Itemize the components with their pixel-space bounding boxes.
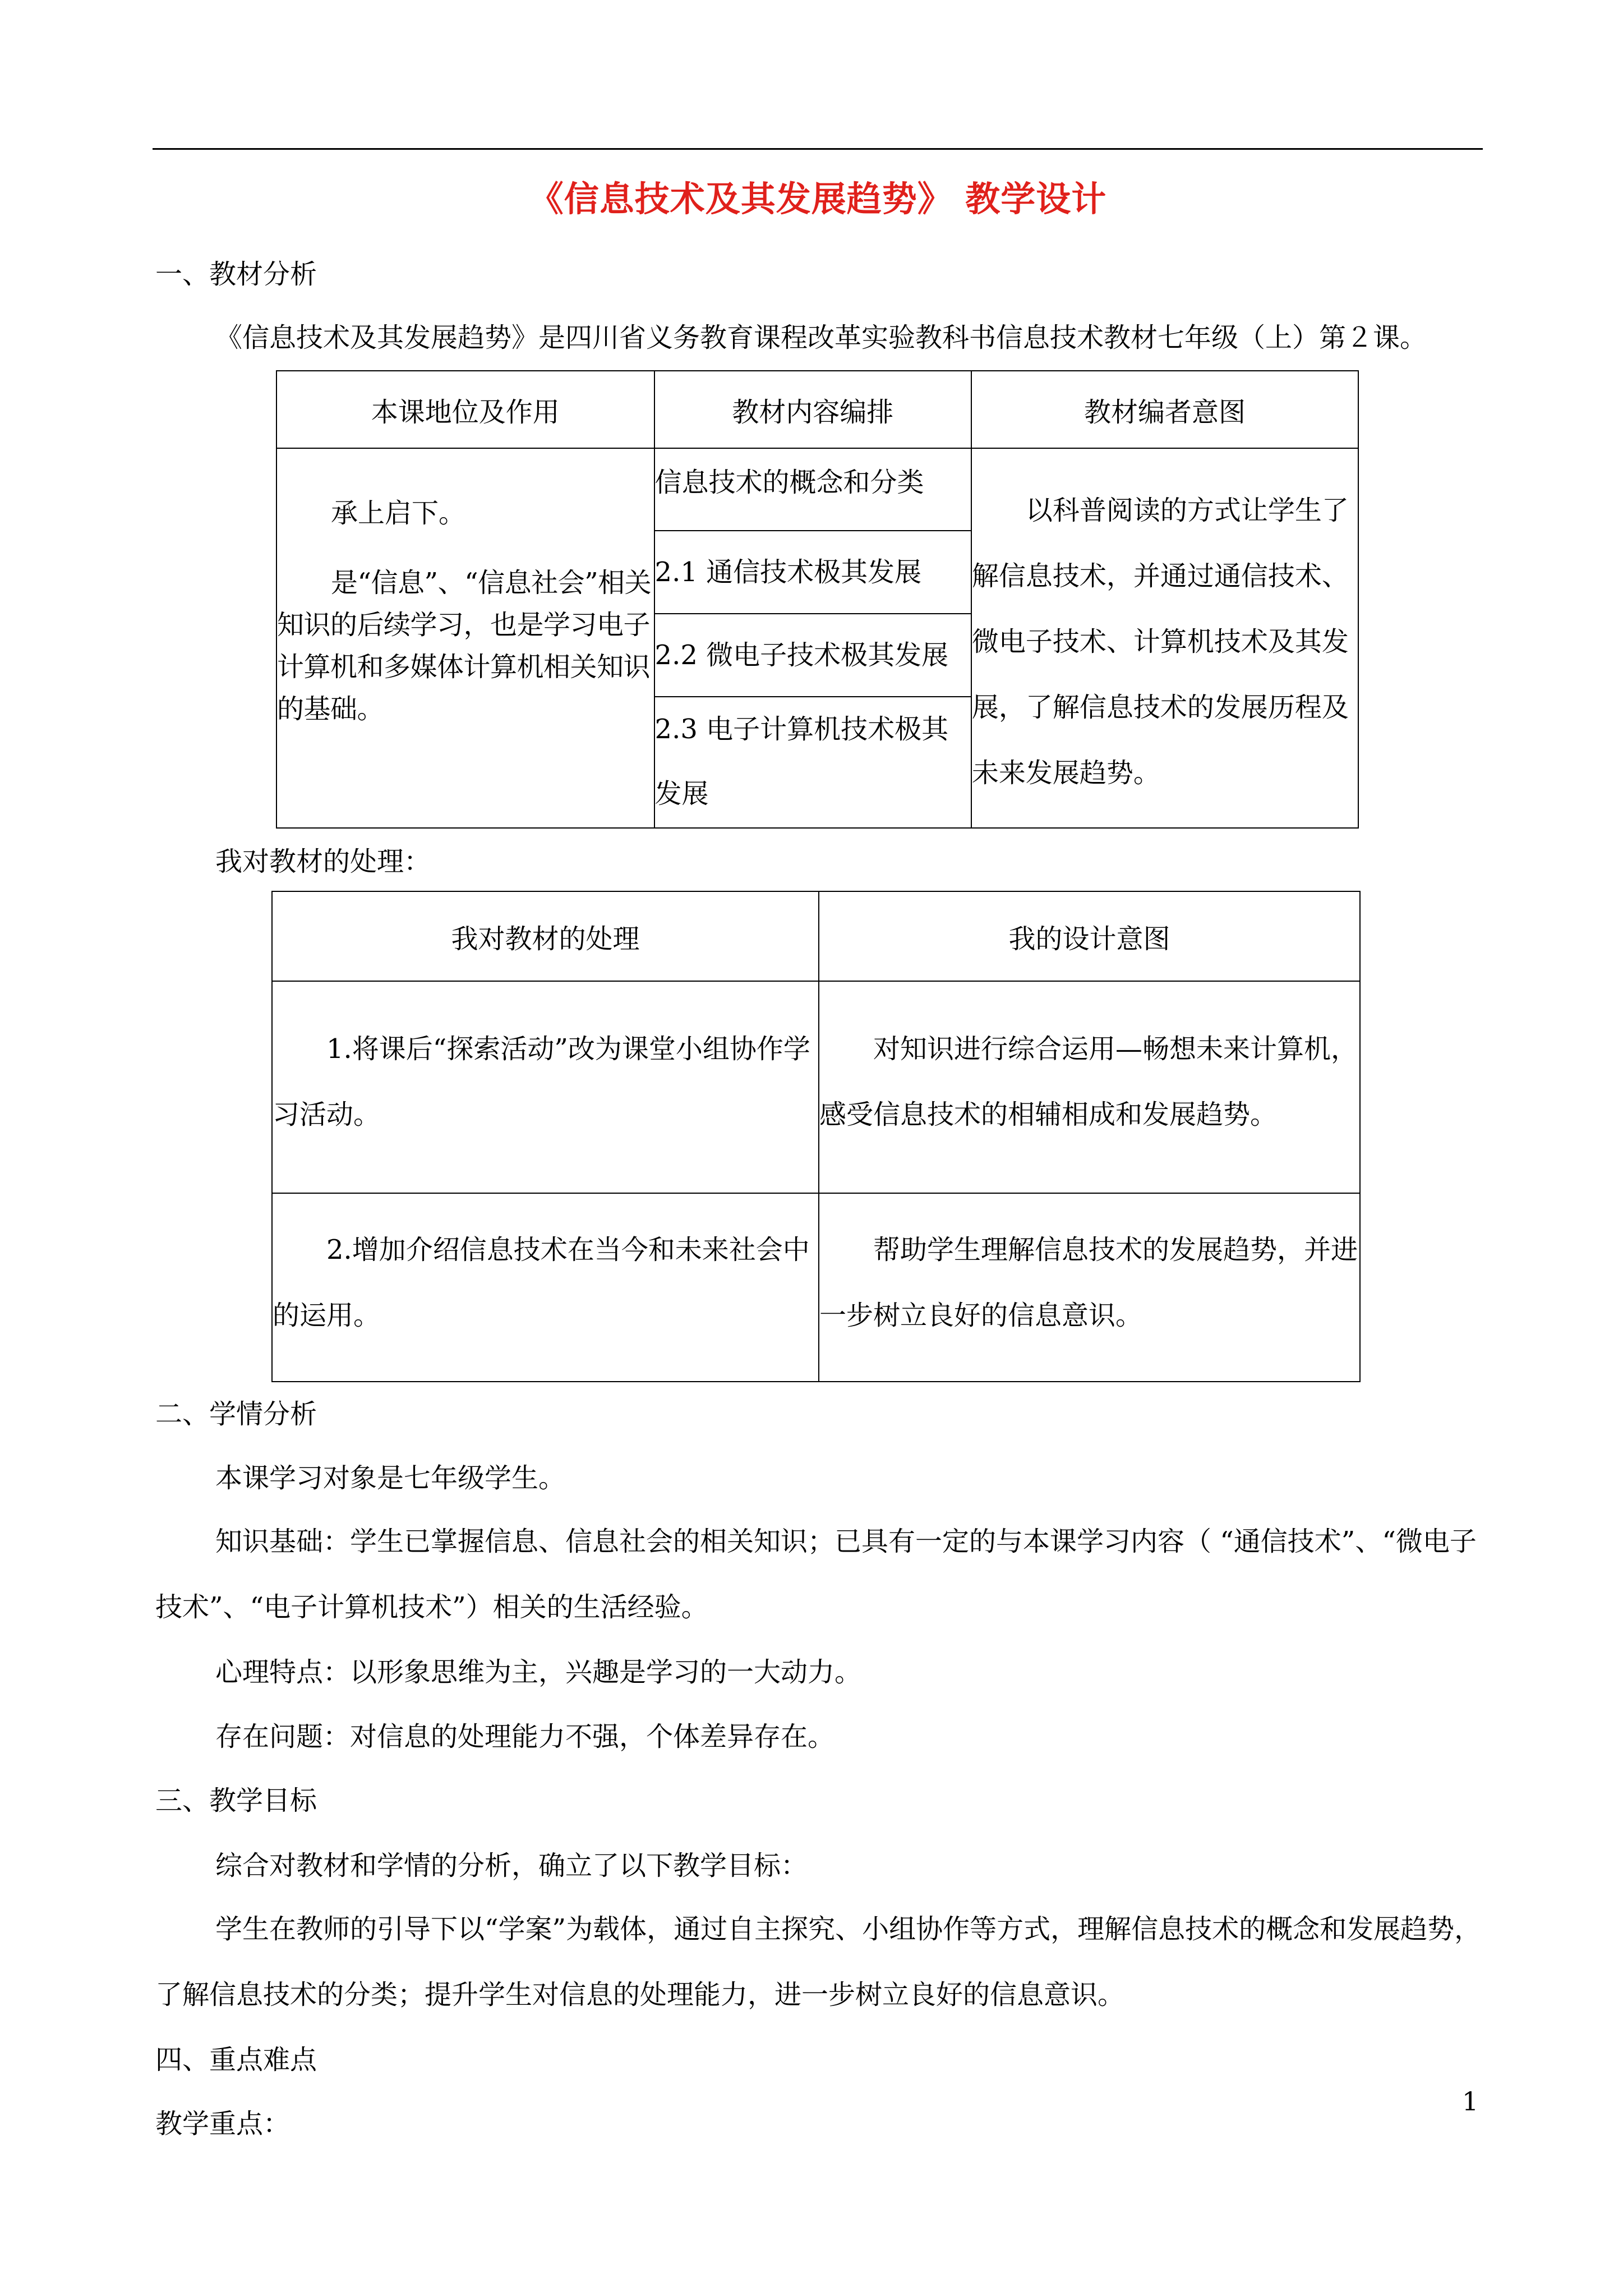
table1-content-cell	[654, 448, 971, 828]
table2-row1-intent-text: 对知识进行综合运用—畅想未来计算机，感受信息技术的相辅相成和发展趋势。	[819, 1033, 1358, 1130]
table1-header-position: 本课地位及作用	[276, 371, 654, 448]
content-item-3: 2.2 微电子技术极其发展	[655, 614, 971, 697]
table2-row1-processing-text: 1.将课后“探索活动”改为课堂小组协作学习活动。	[273, 1033, 810, 1130]
section-heading-1: 一、教材分析	[155, 259, 317, 290]
page-number: 1	[1462, 2086, 1479, 2116]
s2-paragraph-4: 存在问题：对信息的处理能力不强，个体差异存在。	[215, 1721, 835, 1752]
header-rule	[153, 148, 1483, 150]
s3-paragraph-2: 学生在教师的引导下以“学案”为载体，通过自主探究、小组协作等方式，理解信息技术的概念和发展趋势，了解信息技术的分类；提升学生对信息的处理能力，进一步树立良好的信息意识。	[155, 1913, 1482, 2010]
table2-header-intent: 我的设计意图	[819, 891, 1360, 981]
section-1-intro: 《信息技术及其发展趋势》是四川省义务教育课程改革实验教科书信息技术教材七年级（上）第２课。	[215, 322, 1427, 353]
s2-paragraph-3: 心理特点：以形象思维为主，兴趣是学习的一大动力。	[215, 1657, 862, 1688]
content-item-2: 2.1 通信技术极其发展	[655, 531, 971, 614]
content-item-1: 信息技术的概念和分类	[655, 449, 971, 531]
table2-row1-processing	[272, 981, 819, 1193]
table2-row2-processing	[272, 1193, 819, 1382]
table2-row2-intent-text: 帮助学生理解信息技术的发展趋势，并进一步树立良好的信息意识。	[819, 1234, 1358, 1331]
table2-row1-intent	[819, 981, 1360, 1193]
table1-header-intent: 教材编者意图	[971, 371, 1358, 448]
s2-paragraph-1: 本课学习对象是七年级学生。	[215, 1462, 566, 1494]
section-heading-3: 三、教学目标	[155, 1785, 317, 1816]
textbook-processing-table	[271, 891, 1361, 1382]
s2-paragraph-2: 知识基础：学生已掌握信息、信息社会的相关知识；已具有一定的与本课学习内容（ “通信技术”、“微电子技术”、“电子计算机技术”）相关的生活经验。	[155, 1526, 1477, 1623]
s4-subheading: 教学重点：	[155, 2108, 291, 2139]
textbook-analysis-table	[276, 370, 1359, 829]
table2-row2-processing-text: 2.增加介绍信息技术在当今和未来社会中的运用。	[273, 1234, 810, 1331]
section-heading-2: 二、学情分析	[155, 1398, 317, 1430]
s3-paragraph-1: 综合对教材和学情的分析，确立了以下教学目标：	[215, 1850, 808, 1881]
table1-intent-cell	[971, 448, 1358, 828]
processing-label: 我对教材的处理：	[215, 846, 431, 877]
position-text-2: 是“信息”、“信息社会”相关知识的后续学习，也是学习电子计算机和多媒体计算机相关知识的基础。	[277, 567, 652, 725]
position-text-1: 承上启下。	[331, 498, 466, 529]
table2-row2-intent	[819, 1193, 1360, 1382]
intent-text: 以科普阅读的方式让学生了解信息技术，并通过通信技术、微电子技术、计算机技术及其发展，了解信息技术的发展历程及未来发展趋势。	[971, 495, 1349, 789]
table2-header-processing: 我对教材的处理	[272, 891, 819, 981]
document-title: 《信息技术及其发展趋势》 教学设计	[528, 178, 1107, 219]
section-heading-4: 四、重点难点	[155, 2044, 317, 2076]
content-item-4: 2.3 电子计算机技术极其发展	[654, 714, 949, 809]
table1-header-content: 教材内容编排	[654, 371, 971, 448]
table1-position-cell	[276, 448, 654, 828]
